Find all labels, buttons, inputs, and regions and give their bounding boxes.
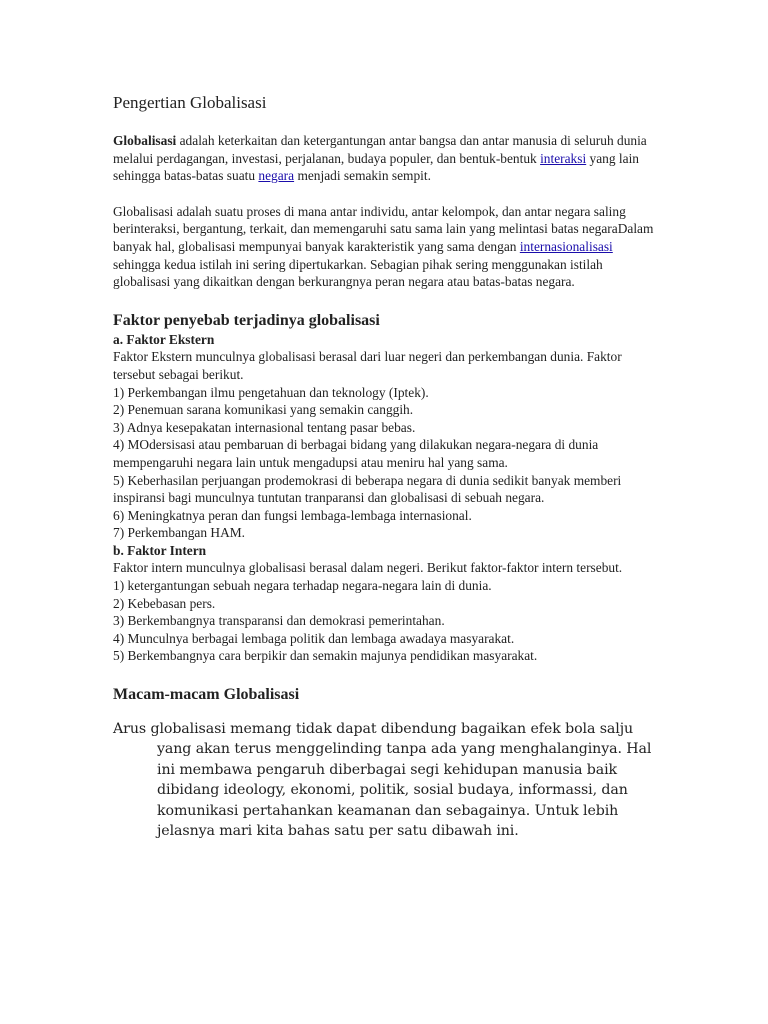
section-title-macam: Macam-macam Globalisasi xyxy=(113,686,300,704)
list-item: 1) ketergantungan sebuah negara terhadap negara-negara lain di dunia. xyxy=(113,578,492,594)
list-item: 1) Perkembangan ilmu pengetahuan dan teknology (Iptek). xyxy=(113,384,429,400)
spacer xyxy=(113,185,661,203)
paragraph-text: sehingga kedua istilah ini sering dipertukarkan. Sebagian pihak sering menggunakan istilah globalisasi yang dikaitkan dengan berkurangnya peran negara atau batas-batas negara. xyxy=(113,256,603,290)
list-item: 5) Keberhasilan perjuangan prodemokrasi di beberapa negara di dunia sedikit banyak memberi inspiransi bagi munculnya tuntutan tranparansi dan globalisasi di sebuah negara. xyxy=(113,472,622,506)
spacer xyxy=(113,665,661,685)
paragraph-text: menjadi semakin sempit. xyxy=(294,168,431,184)
list-item: 3) Berkembangnya transparansi dan demokrasi pemerintahan. xyxy=(113,613,445,629)
list-item: 5) Berkembangnya cara berpikir dan semakin majunya pendidikan masyarakat. xyxy=(113,648,538,664)
paragraph-definition xyxy=(113,132,661,185)
list-item: 3) Adnya kesepakatan internasional tentang pasar bebas. xyxy=(113,419,416,435)
link-negara[interactable]: negara xyxy=(258,168,295,184)
subheading-intern: b. Faktor Intern xyxy=(113,542,207,558)
subheading-ekstern: a. Faktor Ekstern xyxy=(113,331,215,347)
paragraph-macam: Arus globalisasi memang tidak dapat dibendung bagaikan efek bola salju yang akan terus menggelinding tanpa ada yang menghalanginya. Hal ini membawa pengaruh diberbagai segi kehidupan manusia baik dibidang ideology, ekonomi, politik, sosial budaya, informassi, dan komunikasi pertahankan keamanan dan sebagainya. Untuk lebih jelasnya mari kita bahas satu per satu dibawah ini. xyxy=(113,721,652,840)
bold-term-globalisasi: Globalisasi xyxy=(113,133,177,148)
list-item: 7) Perkembangan HAM. xyxy=(113,525,246,541)
paragraph-text: Globalisasi adalah suatu proses di mana antar individu, antar kelompok, dan antar negara saling berinteraksi, bergantung, terkait, dan memengaruhi satu sama lain yang melintasi batas negaraDalam banyak hal, globalisasi mempunyai banyak karakteristik yang sama dengan xyxy=(113,203,654,254)
link-internasionalisasi[interactable]: internasionalisasi xyxy=(519,238,613,254)
list-item: 2) Kebebasan pers. xyxy=(113,595,216,611)
list-item: 2) Penemuan sarana komunikasi yang semakin canggih. xyxy=(113,402,414,418)
link-interaksi[interactable]: interaksi xyxy=(540,150,587,166)
list-item: 4) Munculnya berbagai lembaga politik dan lembaga awadaya masyarakat. xyxy=(113,630,515,646)
ekstern-intro: Faktor Ekstern munculnya globalisasi berasal dari luar negeri dan perkembangan dunia. Faktor tersebut sebagai berikut. xyxy=(113,349,622,382)
intern-intro: Faktor intern munculnya globalisasi berasal dalam negeri. Berikut faktor-faktor intern tersebut. xyxy=(113,560,623,576)
list-item: 6) Meningkatnya peran dan fungsi lembaga-lembaga internasional. xyxy=(113,507,472,523)
paragraph-text: yang lain sehingga batas-batas suatu xyxy=(113,150,639,184)
paragraph-text: adalah keterkaitan dan ketergantungan antar bangsa dan antar manusia di seluruh dunia melalui perdagangan, investasi, perjalanan, budaya populer, dan bentuk-bentuk xyxy=(113,133,647,166)
list-item: 4) MOdersisasi atau pembaruan di berbagai bidang yang dilakukan negara-negara di dunia mempengaruhi negara lain untuk mengadupsi atau meniru hal yang sama. xyxy=(113,437,599,470)
paragraph-process xyxy=(113,203,661,291)
spacer xyxy=(113,291,661,311)
section-title-faktor: Faktor penyebab terjadinya globalisasi xyxy=(113,311,380,329)
document-content xyxy=(113,92,661,841)
section-title-pengertian: Pengertian Globalisasi xyxy=(113,93,267,112)
